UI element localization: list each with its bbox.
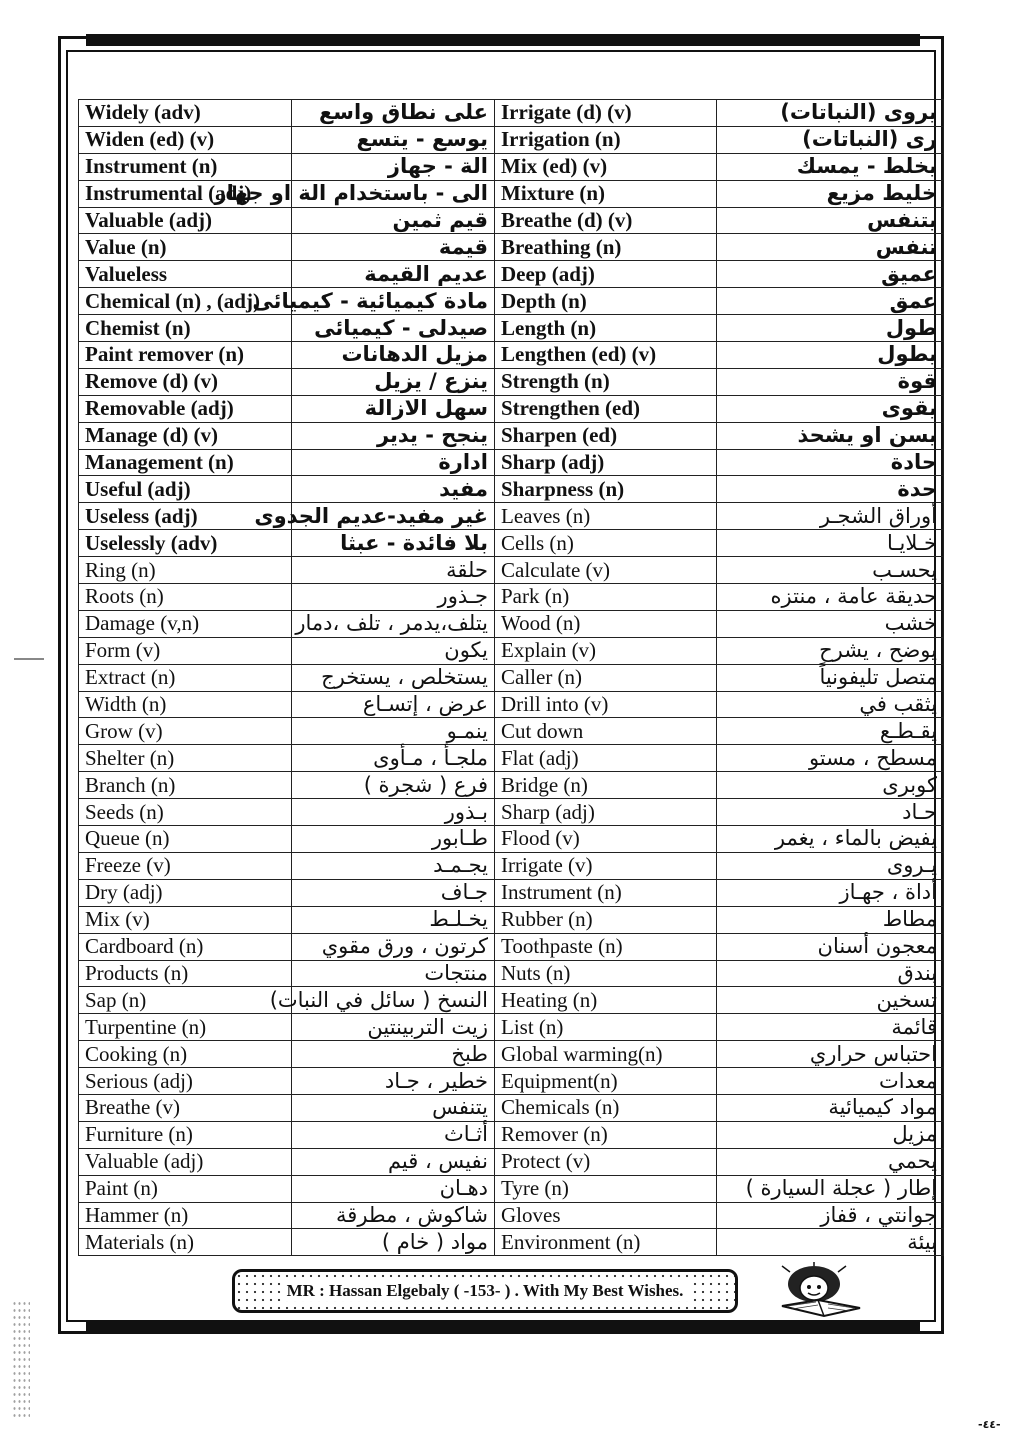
vocab-row [79,1041,944,1068]
english-word-right: Gloves [495,1202,717,1229]
english-word-right: Global warming(n) [495,1041,717,1068]
vocab-row [79,664,944,691]
arabic-meaning-right: تنفس [717,234,944,261]
arabic-meaning-left: كرتون ، ورق مقوي [292,933,495,960]
english-word-left: Serious (adj) [79,1068,292,1095]
arabic-meaning-left: فرع ( شجرة ) [292,772,495,799]
arabic-meaning-right: معجون أسنان [717,933,944,960]
english-word-right: Sharpen (ed) [495,422,717,449]
arabic-meaning-right: حديقة عامة ، منتزه [717,584,944,611]
arabic-meaning-right: خـلايـا [717,530,944,557]
arabic-meaning-right: مسطح ، مستو [717,745,944,772]
arabic-meaning-left: دهـان [292,1175,495,1202]
english-word-left: Removable (adj) [79,395,292,422]
english-word-left: Instrument (n) [79,153,292,180]
vocab-row [79,530,944,557]
arabic-meaning-left: الى - باستخدام الة او جهاز [292,180,495,207]
english-word-right: Protect (v) [495,1148,717,1175]
english-word-right: Sharpness (n) [495,476,717,503]
vocabulary-table [78,99,944,1256]
english-word-left: Furniture (n) [79,1121,292,1148]
english-word-right: Environment (n) [495,1229,717,1256]
arabic-meaning-left: النسخ ( سائل في النبات) [292,987,495,1014]
arabic-meaning-left: ينزع / يزيل [292,368,495,395]
english-word-right: Strength (n) [495,368,717,395]
vocab-row [79,342,944,369]
arabic-meaning-right: بندق [717,960,944,987]
arabic-meaning-right: يقـطـع [717,718,944,745]
arabic-meaning-right: يفيض بالماء ، يغمر [717,826,944,853]
arabic-meaning-left: يجـمـد [292,852,495,879]
vocab-row [79,207,944,234]
vocab-row [79,126,944,153]
english-word-right: Chemicals (n) [495,1094,717,1121]
english-word-right: Lengthen (ed) (v) [495,342,717,369]
arabic-meaning-right: يقوى [717,395,944,422]
vocab-row [79,745,944,772]
vocab-row [79,288,944,315]
english-word-left: Manage (d) (v) [79,422,292,449]
english-word-right: Sharp (adj) [495,449,717,476]
english-word-left: Seeds (n) [79,799,292,826]
arabic-meaning-left: طـابور [292,826,495,853]
english-word-right: Sharp (adj) [495,799,717,826]
arabic-meaning-left: يكون [292,637,495,664]
english-word-left: Valuable (adj) [79,1148,292,1175]
english-word-left: Queue (n) [79,826,292,853]
arabic-meaning-right: قوة [717,368,944,395]
arabic-meaning-right: مواد كيميائية [717,1094,944,1121]
english-word-right: Depth (n) [495,288,717,315]
arabic-meaning-right: قائمة [717,1014,944,1041]
english-word-left: Extract (n) [79,664,292,691]
vocab-row [79,1229,944,1256]
vocab-row [79,422,944,449]
english-word-right: Explain (v) [495,637,717,664]
arabic-meaning-right: يطول [717,342,944,369]
english-word-right: Caller (n) [495,664,717,691]
arabic-meaning-right: يتنفس [717,207,944,234]
arabic-meaning-left: أثـاث [292,1121,495,1148]
english-word-left: Valueless [79,261,292,288]
vocab-row [79,234,944,261]
english-word-right: Park (n) [495,584,717,611]
english-word-right: Flood (v) [495,826,717,853]
english-word-left: Chemical (n) , (adj) [79,288,292,315]
arabic-meaning-left: مزيل الدهانات [292,342,495,369]
english-word-left: Useful (adj) [79,476,292,503]
arabic-meaning-left: منتجات [292,960,495,987]
vocab-row [79,449,944,476]
english-word-right: Breathe (d) (v) [495,207,717,234]
arabic-meaning-right: معدات [717,1068,944,1095]
english-word-left: Branch (n) [79,772,292,799]
page-frame-top-bar [86,34,920,46]
english-word-left: Roots (n) [79,584,292,611]
footer-text: MR : Hassan Elgebaly ( -153- ) . With My Best Wishes. [281,1281,690,1301]
vocab-row [79,852,944,879]
english-word-left: Cooking (n) [79,1041,292,1068]
english-word-right: List (n) [495,1014,717,1041]
english-word-left: Cardboard (n) [79,933,292,960]
english-word-left: Widely (adv) [79,100,292,127]
english-word-right: Leaves (n) [495,503,717,530]
arabic-meaning-left: بـذور [292,799,495,826]
arabic-meaning-right: يسن او يشحذ [717,422,944,449]
english-word-right: Remover (n) [495,1121,717,1148]
vocab-row [79,879,944,906]
arabic-meaning-left: جـاف [292,879,495,906]
arabic-meaning-right: يروى (النباتات) [717,100,944,127]
english-word-left: Freeze (v) [79,852,292,879]
english-word-right: Mixture (n) [495,180,717,207]
english-word-right: Cut down [495,718,717,745]
english-word-left: Value (n) [79,234,292,261]
arabic-meaning-left: يتنفس [292,1094,495,1121]
vocab-row [79,718,944,745]
arabic-meaning-right: احتباس حراري [717,1041,944,1068]
english-word-right: Irrigate (d) (v) [495,100,717,127]
arabic-meaning-left: يستخلص ، يستخرج [292,664,495,691]
english-word-left: Breathe (v) [79,1094,292,1121]
english-word-left: Dry (adj) [79,879,292,906]
vocab-row [79,584,944,611]
vocab-row [79,503,944,530]
arabic-meaning-left: زيت التربينتين [292,1014,495,1041]
arabic-meaning-left: عديم القيمة [292,261,495,288]
english-word-right: Flat (adj) [495,745,717,772]
vocab-row [79,826,944,853]
english-word-left: Widen (ed) (v) [79,126,292,153]
vocab-row [79,1148,944,1175]
arabic-meaning-right: تسخين [717,987,944,1014]
arabic-meaning-left: ملجـأ ، مـأوى [292,745,495,772]
arabic-meaning-right: حـاد [717,799,944,826]
english-word-right: Length (n) [495,315,717,342]
arabic-meaning-right: طول [717,315,944,342]
vocab-row [79,960,944,987]
arabic-meaning-right: يـروى [717,852,944,879]
vocab-row [79,1014,944,1041]
english-word-left: Products (n) [79,960,292,987]
english-word-right: Tyre (n) [495,1175,717,1202]
arabic-meaning-left: يتلف،يدمر ، تلف ،دمار [292,610,495,637]
arabic-meaning-right: خليط مزيع [717,180,944,207]
arabic-meaning-right: متصل تليفونياً [717,664,944,691]
english-word-right: Rubber (n) [495,906,717,933]
english-word-left: Damage (v,n) [79,610,292,637]
arabic-meaning-left: على نطاق واسع [292,100,495,127]
arabic-meaning-left: ادارة [292,449,495,476]
arabic-meaning-left: مواد ( خام ) [292,1229,495,1256]
arabic-meaning-right: حادة [717,449,944,476]
vocab-row [79,1094,944,1121]
english-word-right: Nuts (n) [495,960,717,987]
arabic-meaning-left: غير مفيد-عديم الجدوى [292,503,495,530]
vocab-row [79,637,944,664]
vocab-row [79,315,944,342]
english-word-left: Paint (n) [79,1175,292,1202]
english-word-left: Management (n) [79,449,292,476]
arabic-meaning-left: يخـلـط [292,906,495,933]
arabic-meaning-left: ينجح - يدير [292,422,495,449]
vocab-row [79,557,944,584]
english-word-left: Hammer (n) [79,1202,292,1229]
english-word-left: Turpentine (n) [79,1014,292,1041]
vocab-row [79,906,944,933]
vocab-row [79,799,944,826]
english-word-right: Heating (n) [495,987,717,1014]
arabic-meaning-right: رى (النباتات) [717,126,944,153]
arabic-meaning-right: يحسـب [717,557,944,584]
arabic-meaning-right: يخلط - يمسك [717,153,944,180]
vocab-row [79,610,944,637]
footer-banner [232,1269,738,1313]
english-word-left: Chemist (n) [79,315,292,342]
arabic-meaning-left: بلا فائدة - عبثا [292,530,495,557]
arabic-meaning-left: قيم ثمين [292,207,495,234]
english-word-left: Valuable (adj) [79,207,292,234]
english-word-right: Breathing (n) [495,234,717,261]
vocab-row [79,100,944,127]
arabic-meaning-left: نفيس ، قيم [292,1148,495,1175]
arabic-meaning-left: يوسع - يتسع [292,126,495,153]
vocab-row [79,395,944,422]
english-word-left: Form (v) [79,637,292,664]
vocab-row [79,772,944,799]
english-word-right: Strengthen (ed) [495,395,717,422]
english-word-right: Wood (n) [495,610,717,637]
page-frame-bottom-bar [86,1322,920,1334]
arabic-meaning-left: جـذور [292,584,495,611]
arabic-meaning-left: سهل الازالة [292,395,495,422]
arabic-meaning-left: خطير ، جـاد [292,1068,495,1095]
reading-character-illustration [768,1262,878,1318]
english-word-left: Ring (n) [79,557,292,584]
arabic-meaning-right: حدة [717,476,944,503]
arabic-meaning-right: مزيل [717,1121,944,1148]
arabic-meaning-right: أوراق الشجـر [717,503,944,530]
page-number: -٤٤- [978,1418,1001,1431]
english-word-right: Irrigate (v) [495,852,717,879]
vocab-row [79,153,944,180]
english-word-left: Instrumental (adj) [79,180,292,207]
english-word-left: Sap (n) [79,987,292,1014]
vocab-row [79,933,944,960]
vocab-row [79,1121,944,1148]
arabic-meaning-right: إطار ( عجلة السيارة ) [717,1175,944,1202]
vocab-row [79,691,944,718]
arabic-meaning-right: كوبرى [717,772,944,799]
arabic-meaning-right: عميق [717,261,944,288]
arabic-meaning-left: الة - جهاز [292,153,495,180]
vocab-row [79,180,944,207]
english-word-left: Useless (adj) [79,503,292,530]
english-word-left: Grow (v) [79,718,292,745]
english-word-right: Drill into (v) [495,691,717,718]
arabic-meaning-right: جوانتي ، قفاز [717,1202,944,1229]
arabic-meaning-right: أداة ، جهـاز [717,879,944,906]
english-word-right: Bridge (n) [495,772,717,799]
english-word-left: Width (n) [79,691,292,718]
english-word-right: Irrigation (n) [495,126,717,153]
arabic-meaning-left: صيدلى - كيميائى [292,315,495,342]
arabic-meaning-left: عرض ، إتسـاع [292,691,495,718]
arabic-meaning-right: يحمي [717,1148,944,1175]
scan-binding-marks [12,1300,30,1420]
english-word-left: Uselessly (adv) [79,530,292,557]
english-word-right: Instrument (n) [495,879,717,906]
vocab-row [79,987,944,1014]
english-word-right: Mix (ed) (v) [495,153,717,180]
english-word-right: Toothpaste (n) [495,933,717,960]
arabic-meaning-left: ينمـو [292,718,495,745]
arabic-meaning-right: مطاط [717,906,944,933]
english-word-left: Mix (v) [79,906,292,933]
vocab-row [79,476,944,503]
arabic-meaning-right: يثقب في [717,691,944,718]
english-word-right: Calculate (v) [495,557,717,584]
arabic-meaning-right: عمق [717,288,944,315]
english-word-right: Equipment(n) [495,1068,717,1095]
arabic-meaning-right: خشب [717,610,944,637]
vocab-row [79,1175,944,1202]
arabic-meaning-left: شاكوش ، مطرقة [292,1202,495,1229]
arabic-meaning-left: قيمة [292,234,495,261]
vocab-row [79,261,944,288]
vocab-row [79,1202,944,1229]
vocab-row [79,1068,944,1095]
arabic-meaning-right: بيئة [717,1229,944,1256]
english-word-right: Deep (adj) [495,261,717,288]
arabic-meaning-left: طبخ [292,1041,495,1068]
scan-smudge [14,658,44,660]
english-word-left: Paint remover (n) [79,342,292,369]
vocab-row [79,368,944,395]
arabic-meaning-right: يوضح ، يشرح [717,637,944,664]
arabic-meaning-left: مادة كيميائية - كيميائى [292,288,495,315]
arabic-meaning-left: مفيد [292,476,495,503]
english-word-right: Cells (n) [495,530,717,557]
arabic-meaning-left: حلقة [292,557,495,584]
english-word-left: Materials (n) [79,1229,292,1256]
vocabulary-table-body [79,100,944,1256]
english-word-left: Shelter (n) [79,745,292,772]
english-word-left: Remove (d) (v) [79,368,292,395]
